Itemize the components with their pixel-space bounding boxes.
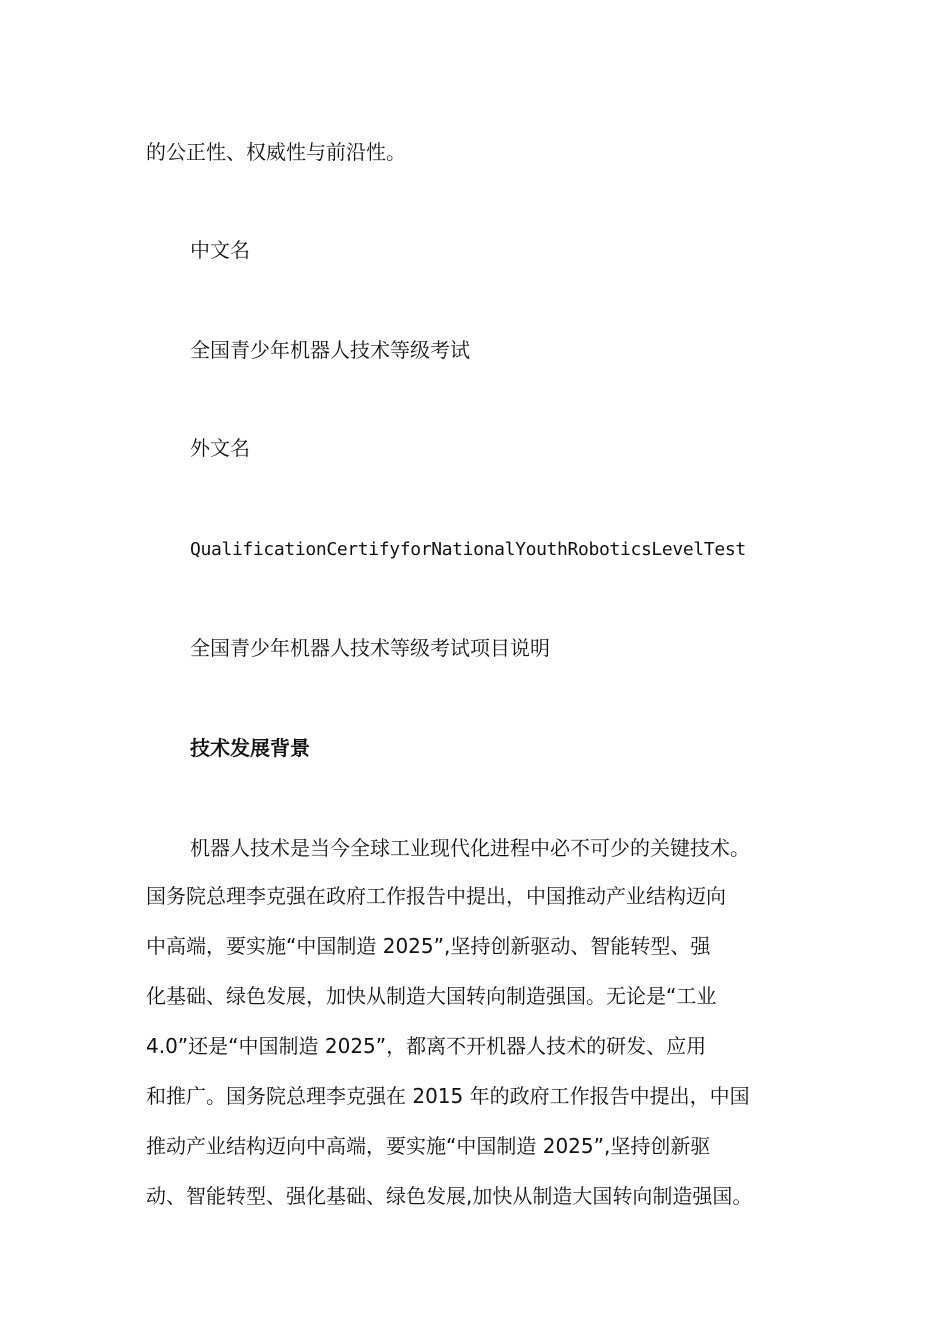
body-line: 和推广。国务院总理李克强在 2015 年的政府工作报告中提出，中国 bbox=[146, 1084, 750, 1108]
foreign-name-label: 外文名 bbox=[190, 436, 250, 460]
body-line: 国务院总理李克强在政府工作报告中提出，中国推动产业结构迈向 bbox=[146, 884, 726, 908]
section-heading: 技术发展背景 bbox=[190, 736, 310, 760]
body-line: 机器人技术是当今全球工业现代化进程中必不可少的关键技术。 bbox=[190, 836, 750, 860]
chinese-name-label: 中文名 bbox=[190, 238, 250, 262]
project-title: 全国青少年机器人技术等级考试项目说明 bbox=[190, 636, 550, 660]
body-line: 推动产业结构迈向中高端，要实施“中国制造 2025”,坚持创新驱 bbox=[146, 1134, 711, 1158]
body-line: 动、智能转型、强化基础、绿色发展,加快从制造大国转向制造强国。 bbox=[146, 1184, 753, 1208]
body-line: 4.0”还是“中国制造 2025”，都离不开机器人技术的研发、应用 bbox=[146, 1034, 707, 1058]
foreign-name-value: QualificationCertifyforNationalYouthRoboticsLevelTest bbox=[190, 539, 746, 560]
chinese-name-value: 全国青少年机器人技术等级考试 bbox=[190, 338, 470, 362]
body-line: 中高端，要实施“中国制造 2025”,坚持创新驱动、智能转型、强 bbox=[146, 934, 711, 958]
intro-fragment: 的公正性、权威性与前沿性。 bbox=[146, 140, 406, 164]
body-line: 化基础、绿色发展，加快从制造大国转向制造强国。无论是“工业 bbox=[146, 984, 717, 1008]
